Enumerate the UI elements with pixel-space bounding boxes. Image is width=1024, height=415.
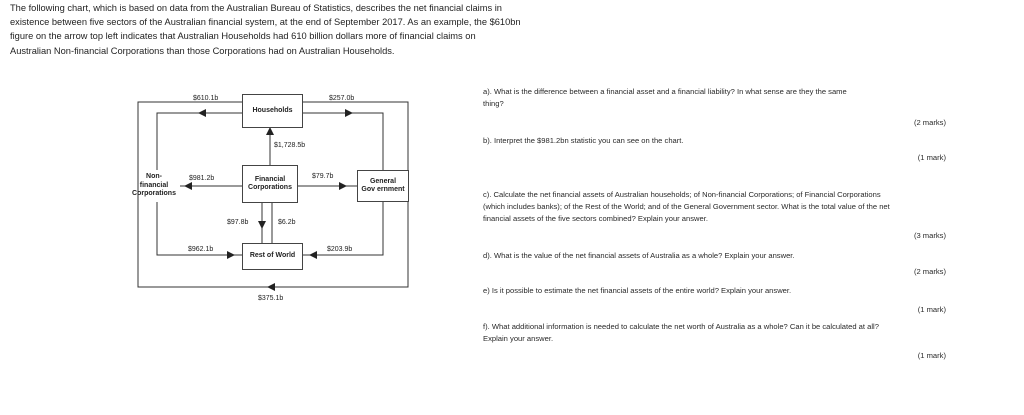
intro-line: Australian Non-financial Corporations than those Corporations had on Australian Households.	[10, 45, 395, 56]
label-62: $6.2b	[278, 219, 296, 226]
question-line: d). What is the value of the net financial assets of Australia as a whole? Explain your answer.	[483, 251, 795, 260]
node-households: Households	[242, 94, 303, 128]
label-797: $79.7b	[312, 173, 334, 180]
node-financial-corporations: Financial Corporations	[242, 165, 298, 203]
arrow-households-to-nonfin	[157, 113, 242, 170]
label-257: $257.0b	[329, 95, 355, 102]
node-rest-of-world: Rest of World	[242, 243, 303, 270]
label-610: $610.1b	[193, 95, 219, 102]
question-e	[483, 285, 791, 297]
marks-f: (1 mark)	[917, 351, 946, 360]
arrow-households-to-government	[303, 113, 383, 170]
node-nonfinancial-corporations: Non- financial Corporations	[132, 173, 176, 198]
question-f	[483, 321, 879, 345]
label-1728: $1,728.5b	[274, 142, 306, 149]
marks-d: (2 marks)	[913, 267, 946, 276]
question-line: b). Interpret the $981.2bn statistic you can see on the chart.	[483, 136, 684, 145]
question-line: f). What additional information is needed to calculate the net worth of Australia as a whole? Can it be calculated at all?	[483, 322, 879, 331]
question-line: c). Calculate the net financial assets of Australian households; of Non-financial Corporations; of Financial Corporations	[483, 190, 881, 199]
label-962: $962.1b	[188, 246, 214, 253]
intro-line: existence between five sectors of the Australian financial system, at the end of September 2017. As an example, the $610bn	[10, 17, 521, 28]
marks-c: (3 marks)	[913, 231, 946, 240]
label-203: $203.9b	[327, 246, 353, 253]
question-c	[483, 189, 890, 224]
marks-a: (2 marks)	[913, 118, 946, 127]
question-line: a). What is the difference between a financial asset and a financial liability? In what sense are they the same	[483, 87, 847, 96]
label-981: $981.2b	[189, 175, 215, 182]
question-line: thing?	[483, 98, 504, 108]
question-line: (which includes banks); of the Rest of the World; and of the General Government sector. What is the total value of the net	[483, 201, 890, 211]
intro-line: figure on the arrow top left indicates that Australian Households had 610 billion dollars more of financial claims on	[10, 31, 476, 42]
question-line: Explain your answer.	[483, 333, 554, 343]
label-978: $97.8b	[227, 219, 249, 226]
question-line: financial assets of the five sectors combined? Explain your answer.	[483, 213, 708, 223]
question-d	[483, 250, 795, 262]
marks-e: (1 mark)	[917, 305, 946, 314]
marks-b: (1 mark)	[917, 153, 946, 162]
question-b	[483, 135, 684, 147]
question-line: e) Is it possible to estimate the net financial assets of the entire world? Explain your answer.	[483, 286, 792, 295]
label-375: $375.1b	[258, 295, 284, 302]
node-general-government: General Gov ernment	[357, 170, 409, 202]
question-a	[483, 86, 847, 110]
intro-line: The following chart, which is based on data from the Australian Bureau of Statistics, describes the net financial claims in	[10, 3, 502, 13]
